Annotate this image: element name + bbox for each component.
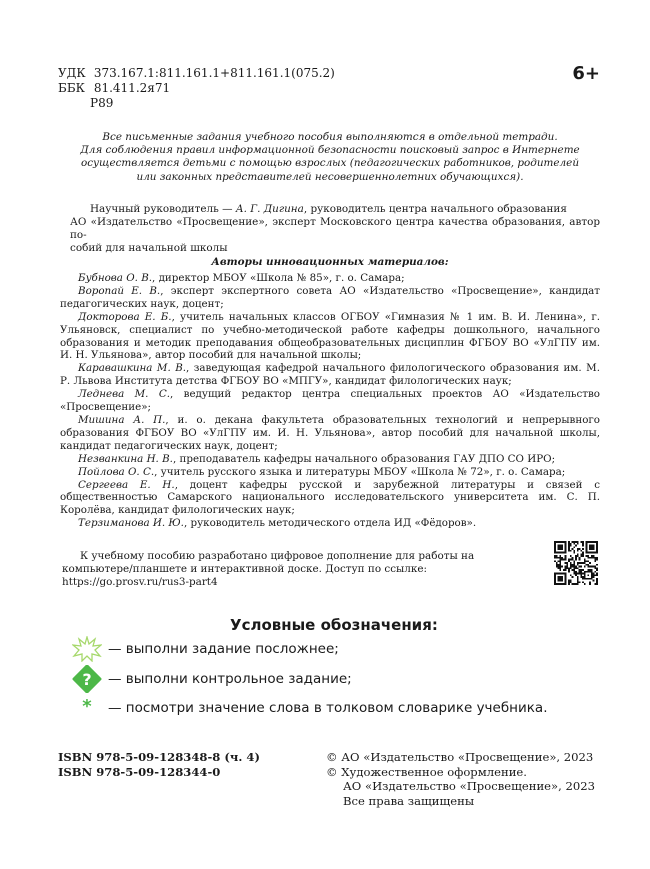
author-info: , эксперт экспертного совета АО «Издательство «Просвещение», кандидат педагогических наук, доцент; [60, 284, 600, 310]
copyright-line: АО «Издательство «Просвещение», 2023 [343, 779, 596, 793]
notice-line: Все письменные задания учебного пособия выполняются в отдельной тетради. [102, 131, 558, 143]
author-item [60, 479, 600, 518]
authors-title: Авторы инновационных материалов: [211, 256, 449, 268]
author-name: Каравашкина М. В. [78, 362, 187, 375]
author-info: , и. о. декана факультета образовательных технологий и непрерывного образования ФГБОУ ВО «УлГПУ им. И. Н. Ульянова», автор пособий для начальной школы, кандидат педагогических наук, доцент; [60, 413, 600, 452]
author-item [60, 517, 600, 530]
author-code: Р89 [90, 96, 114, 110]
author-name: Мишина А. П. [78, 413, 166, 426]
scientific-editor [70, 203, 600, 255]
author-info: , руководитель методического отдела ИД «Фёдоров». [183, 517, 477, 530]
notice-line: осуществляется детьми с помощью взрослых (педагогических работников, родителей [80, 157, 580, 170]
author-name: Терзиманова И. Ю. [78, 517, 184, 530]
author-item [60, 362, 600, 388]
author-name: Незванкина Н. В. [78, 452, 173, 465]
author-name: Леднева М. С. [78, 388, 170, 401]
author-info: , учитель начальных классов ОГБОУ «Гимназия № 1 им. В. И. Ленина», г. Ульяновск, специалист по учебно-методической работе кафедры дошкольного, начального образования и методик преподавания общеобразовательных дисциплин ФГБОУ ВО «УлГПУ им. И. Н. Ульянова», автор пособий для начальной школы; [60, 310, 601, 362]
author-info: , заведующая кафедрой начального филологического образования им. М. Р. Львова Института детства ФГБОУ ВО «МПГУ», кандидат филологических наук; [60, 362, 600, 388]
notice-line: или законных представителей несовершеннолетних обучающихся). [136, 170, 524, 183]
bbk-label: ББК [58, 81, 85, 95]
author-name: Сергеева Е. Н. [78, 478, 175, 491]
editor-name: А. Г. Дигина [235, 203, 304, 215]
isbn-line: ISBN 978-5-09-128348-8 (ч. 4) [58, 750, 260, 764]
author-info: , директор МБОУ «Школа № 85», г. о. Самара; [152, 272, 405, 284]
safety-notice [62, 131, 598, 184]
author-item [60, 466, 600, 479]
author-name: Докторова Е. Б. [78, 310, 172, 323]
age-rating: 6+ [572, 63, 600, 84]
udk-value: 373.167.1:811.161.1+811.161.1(075.2) [93, 66, 335, 80]
author-name: Пойлова О. С. [78, 465, 155, 478]
legend-title: Условные обозначения: [230, 616, 438, 634]
author-item [60, 388, 600, 414]
isbn-block [58, 750, 260, 780]
author-item [60, 311, 600, 363]
bbk-value: 81.411.2я71 [93, 81, 171, 95]
author-info: , ведущий редактор центра специальных проектов АО «Издательство «Просвещение»; [60, 388, 600, 414]
copyright-line: © Художественное оформление. [326, 764, 527, 779]
asterisk-glyph: * [82, 696, 92, 717]
legend-item-control-task [66, 666, 352, 692]
qr-code-icon[interactable] [554, 541, 598, 585]
editor-line: АО «Издательство «Просвещение», эксперт Московского центра качества образования, автор по- [70, 216, 600, 241]
editor-line: собий для начальной школы [70, 242, 228, 254]
copyright-line: Все права защищены [343, 793, 475, 808]
author-name: Бубнова О. В. [78, 272, 153, 284]
digital-supplement-text: К учебному пособию разработано цифровое дополнение для работы на компьютере/планшете и интерактивной доске. Доступ по ссылке: https://go.prosv.ru/rus3-part4 [62, 550, 475, 588]
authors-list [60, 272, 600, 530]
legend-item-harder-task [66, 636, 339, 662]
question-mark: ? [82, 670, 92, 689]
editor-line [70, 203, 600, 216]
editor-suffix: , руководитель центра начального образования [303, 203, 567, 215]
burst-star-icon [66, 636, 108, 662]
author-info: , доцент кафедры русской и зарубежной литературы и связей с общественностью Самарского национального исследовательского университета им. С. П. Королёва, кандидат филологических наук; [60, 478, 600, 517]
author-item [60, 453, 600, 466]
author-item [60, 414, 600, 453]
classification-block [58, 66, 335, 111]
legend-item-dictionary [66, 695, 547, 721]
isbn-line: ISBN 978-5-09-128344-0 [58, 765, 221, 779]
udk-row [58, 66, 335, 81]
legend-text: — выполни контрольное задание; [108, 671, 352, 687]
notice-line: Для соблюдения правил информационной безопасности поисковый запрос в Интернете [80, 144, 580, 157]
copyright-block [326, 750, 595, 808]
asterisk-icon [66, 695, 108, 721]
author-item [60, 272, 600, 285]
question-badge-icon [66, 666, 108, 692]
legend-text: — выполни задание посложнее; [108, 641, 339, 657]
author-info: , учитель русского языка и литературы МБОУ «Школа № 72», г. о. Самара; [154, 465, 566, 478]
legend-text: — посмотри значение слова в толковом словарике учебника. [108, 700, 548, 716]
editor-prefix: Научный руководитель — [90, 203, 236, 215]
author-name: Воропай Е. В. [78, 284, 161, 297]
udk-label: УДК [58, 66, 86, 80]
author-item [60, 285, 600, 311]
bbk-row [58, 81, 335, 96]
copyright-line: © АО «Издательство «Просвещение», 2023 [326, 750, 594, 764]
author-info: , преподаватель кафедры начального образования ГАУ ДПО СО ИРО; [172, 452, 556, 465]
